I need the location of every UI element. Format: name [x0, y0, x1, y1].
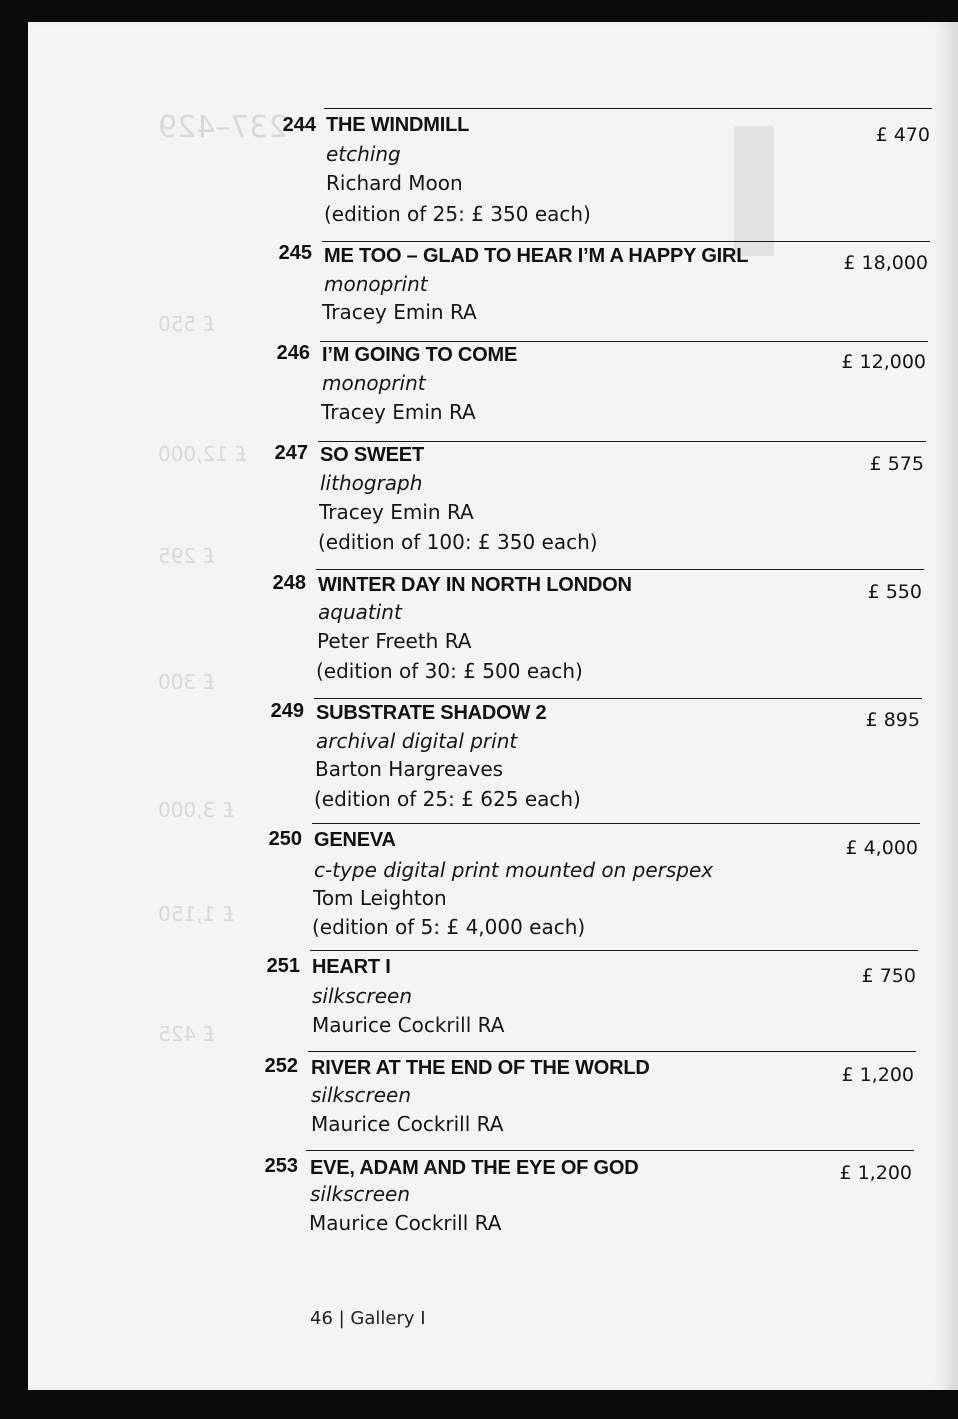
entry-number: 252 [264, 1055, 298, 1077]
entry-edition: (edition of 30: £ 500 each) [316, 659, 583, 683]
entry-medium: archival digital print [316, 729, 518, 753]
entry-number: 248 [272, 572, 306, 594]
show-through-text: £ 550 [158, 312, 216, 336]
entry-price: £ 575 [869, 453, 924, 475]
entry-divider [320, 341, 928, 342]
entry-price: £ 1,200 [839, 1162, 912, 1184]
entry-edition: (edition of 25: £ 625 each) [314, 787, 581, 811]
entry-number: 249 [270, 700, 304, 722]
entry-medium: monoprint [324, 272, 428, 296]
show-through-text: £ 425 [158, 1022, 216, 1046]
entry-number: 247 [274, 442, 308, 464]
entry-medium: monoprint [322, 371, 426, 395]
entry-title: THE WINDMILL [326, 114, 470, 136]
entry-artist: Tom Leighton [313, 886, 447, 910]
show-through-text: £ 300 [158, 670, 216, 694]
entry-edition: (edition of 100: £ 350 each) [318, 530, 598, 554]
show-through-text: £ 3,000 [158, 798, 235, 822]
entry-divider [316, 569, 924, 570]
catalogue-page [28, 22, 958, 1390]
entry-divider [324, 108, 932, 109]
entry-title: RIVER AT THE END OF THE WORLD [311, 1057, 650, 1079]
entry-divider [312, 823, 920, 824]
entry-price: £ 750 [861, 965, 916, 987]
entry-number: 246 [276, 342, 310, 364]
entry-divider [322, 241, 930, 242]
entry-divider [306, 1150, 914, 1151]
entry-medium: silkscreen [310, 1182, 411, 1206]
entry-divider [310, 950, 918, 951]
entry-artist: Richard Moon [326, 171, 463, 195]
entry-title: ME TOO – GLAD TO HEAR I’M A HAPPY GIRL [324, 245, 749, 267]
entry-edition: (edition of 5: £ 4,000 each) [312, 915, 586, 939]
entry-price: £ 12,000 [841, 351, 926, 373]
page-footer: 46 | Gallery I [310, 1308, 426, 1329]
entry-title: EVE, ADAM AND THE EYE OF GOD [310, 1157, 639, 1179]
entry-price: £ 470 [875, 124, 930, 146]
entry-title: GENEVA [314, 829, 396, 851]
entry-artist: Maurice Cockrill RA [311, 1112, 504, 1136]
entry-medium: silkscreen [311, 1083, 412, 1107]
entry-price: £ 18,000 [843, 252, 928, 274]
entry-artist: Tracey Emin RA [322, 300, 477, 324]
entry-title: SO SWEET [320, 444, 424, 466]
entry-title: I’M GOING TO COME [322, 344, 518, 366]
entry-divider [318, 441, 926, 442]
show-through-text: 237–429 [158, 110, 288, 145]
show-through-block [734, 126, 774, 256]
entry-title: SUBSTRATE SHADOW 2 [316, 702, 547, 724]
entry-medium: lithograph [320, 471, 423, 495]
entry-price: £ 895 [865, 709, 920, 731]
entry-number: 244 [282, 114, 316, 136]
entry-medium: etching [326, 142, 401, 166]
entry-divider [314, 698, 922, 699]
entry-number: 253 [264, 1155, 298, 1177]
entry-number: 245 [278, 242, 312, 264]
entry-title: HEART I [312, 956, 391, 978]
entry-artist: Tracey Emin RA [321, 400, 476, 424]
entry-price: £ 1,200 [841, 1064, 914, 1086]
entry-divider [308, 1051, 916, 1052]
entry-artist: Peter Freeth RA [317, 629, 472, 653]
show-through-text: £ 295 [158, 544, 216, 568]
entry-artist: Maurice Cockrill RA [309, 1211, 502, 1235]
entry-edition: (edition of 25: £ 350 each) [324, 202, 591, 226]
show-through-text: £ 12,000 [158, 442, 248, 466]
entry-artist: Maurice Cockrill RA [312, 1013, 505, 1037]
entry-title: WINTER DAY IN NORTH LONDON [318, 574, 632, 596]
entry-artist: Barton Hargreaves [315, 757, 504, 781]
entry-medium: silkscreen [312, 984, 413, 1008]
entry-number: 250 [268, 828, 302, 850]
entry-artist: Tracey Emin RA [319, 500, 474, 524]
entry-price: £ 4,000 [845, 837, 918, 859]
entry-medium: c-type digital print mounted on perspex [314, 858, 714, 882]
entry-price: £ 550 [867, 581, 922, 603]
show-through-text: £ 1,150 [158, 902, 235, 926]
entry-medium: aquatint [318, 600, 402, 624]
entry-number: 251 [266, 955, 300, 977]
